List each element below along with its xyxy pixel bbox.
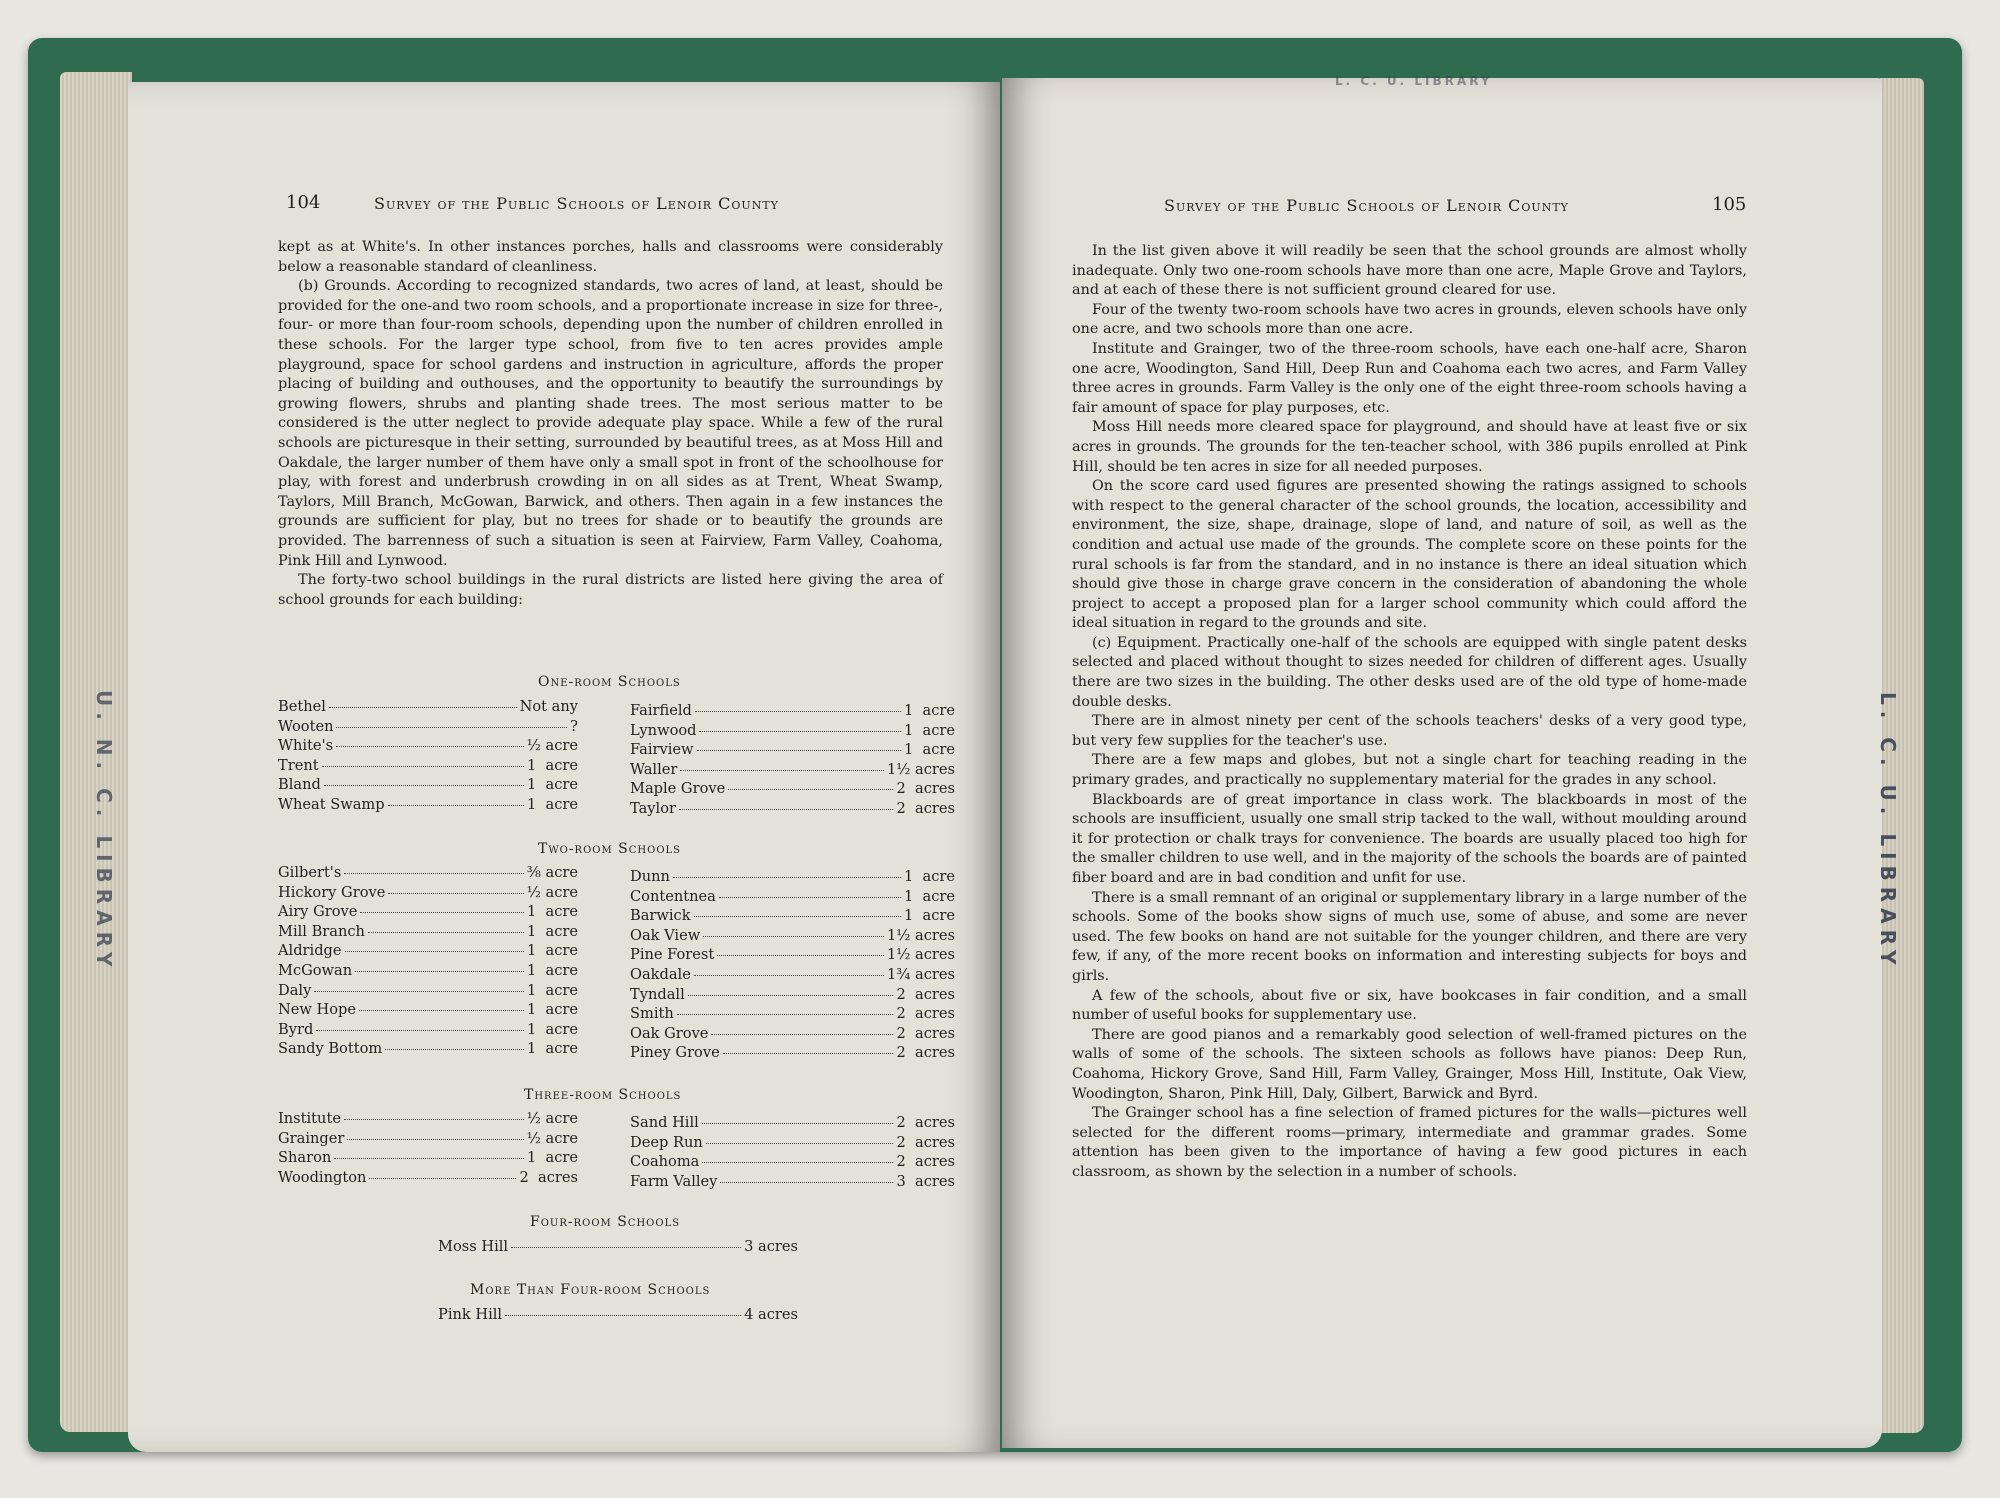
school-name: Sandy Bottom	[278, 1040, 383, 1058]
school-name: Dunn	[630, 868, 670, 885]
paragraph: Institute and Grainger, two of the three-room schools, have each one-half acre, Sharon one acre, Woodington, Sand Hill, Deep Run and Coahoma each two acres, and Farm Valley three acres in grounds. Farm Valley is the only one of the eight three-room schools having a fair amount of space for play purposes, etc.	[1072, 340, 1747, 416]
school-name: Byrd	[278, 1020, 314, 1038]
school-row	[630, 1114, 955, 1134]
leader-dots	[344, 873, 523, 874]
grounds-area: ?	[570, 717, 578, 735]
leader-dots	[703, 936, 884, 937]
library-stamp-top: L. C. U. LIBRARY	[1335, 74, 1493, 88]
school-name: Coahoma	[630, 1153, 700, 1171]
school-name: Fairfield	[630, 702, 692, 719]
school-name: Sharon	[278, 1149, 332, 1167]
school-name: Barwick	[630, 907, 691, 925]
school-row	[278, 718, 578, 738]
leader-dots	[680, 770, 884, 771]
leader-dots	[702, 1123, 894, 1124]
school-name: Pink Hill	[438, 1306, 503, 1323]
school-row	[278, 982, 578, 1002]
school-row	[278, 942, 578, 962]
school-row	[630, 722, 955, 742]
grounds-area: 2 acres	[896, 1114, 955, 1131]
grounds-area: 2 acres	[896, 799, 955, 817]
school-row	[630, 888, 955, 908]
school-row	[278, 737, 578, 757]
school-name: Wheat Swamp	[278, 795, 385, 813]
school-row	[278, 864, 578, 884]
school-name: Tyndall	[630, 985, 685, 1003]
leader-dots	[694, 975, 884, 976]
leader-dots	[329, 707, 517, 708]
school-name: Hickory Grove	[278, 883, 386, 901]
paragraph: Moss Hill needs more cleared space for playground, and should have at least five or six acres in grounds. The grounds for the ten-teacher school, with 386 pupils enrolled at Pink Hill, should be ten acres in size for all needed purposes.	[1072, 419, 1747, 475]
school-name: Aldridge	[278, 942, 342, 960]
grounds-area: 1 acre	[903, 702, 955, 719]
leader-dots	[717, 955, 884, 956]
leader-dots	[369, 1178, 516, 1179]
four-room-list	[438, 1238, 798, 1258]
leader-dots	[316, 1030, 524, 1031]
school-name: Contentnea	[630, 887, 716, 905]
school-name: Taylor	[630, 799, 676, 817]
school-row	[278, 1001, 578, 1021]
grounds-area: 1 acre	[526, 981, 578, 999]
grounds-area: ½ acre	[526, 883, 578, 901]
school-name: Farm Valley	[630, 1172, 718, 1190]
leader-dots	[334, 1158, 524, 1159]
school-name: Mill Branch	[278, 922, 365, 940]
grounds-area: ½ acre	[526, 1110, 578, 1127]
school-name: Sand Hill	[630, 1114, 699, 1131]
school-row	[630, 946, 955, 966]
three-room-col2	[630, 1114, 955, 1192]
leader-dots	[388, 893, 523, 894]
school-row	[630, 800, 955, 820]
leader-dots	[679, 809, 893, 810]
grounds-area: 2 acres	[519, 1168, 578, 1186]
leader-dots	[695, 711, 901, 712]
grounds-area: 2 acres	[896, 985, 955, 1003]
grounds-area: 1 acre	[526, 776, 578, 794]
paragraph: There are a few maps and globes, but not a single chart for teaching reading in the primary grades, and practically no supplementary material for the grades in any school.	[1072, 752, 1747, 789]
leader-dots	[359, 1010, 524, 1011]
grounds-area: 1 acre	[526, 961, 578, 979]
school-row	[630, 1134, 955, 1154]
paragraph: A few of the schools, about five or six, have bookcases in fair condition, and a small number of useful books for supplementary use.	[1072, 987, 1747, 1024]
heading-more-than-four: More Than Four-room Schools	[470, 1282, 711, 1298]
leader-dots	[344, 1119, 524, 1120]
leader-dots	[360, 912, 524, 913]
grounds-area: 1 acre	[526, 942, 578, 960]
leader-dots	[728, 789, 893, 790]
grounds-area: 1½ acres	[886, 946, 955, 964]
school-row	[630, 927, 955, 947]
leader-dots	[694, 916, 901, 917]
leader-dots	[505, 1315, 741, 1316]
leader-dots	[688, 995, 894, 996]
school-row	[630, 966, 955, 986]
school-name: Institute	[278, 1110, 341, 1127]
running-head-left: Survey of the Public Schools of Lenoir County	[374, 194, 779, 213]
leader-dots	[345, 951, 524, 952]
grounds-area: ⅜ acre	[526, 864, 578, 881]
grounds-area: 1 acre	[526, 903, 578, 921]
school-row	[438, 1238, 798, 1258]
school-name: Bland	[278, 776, 321, 794]
leader-dots	[385, 1049, 524, 1050]
grounds-area: 4 acres	[744, 1306, 798, 1323]
school-name: Grainger	[278, 1129, 345, 1147]
grounds-area: 1 acre	[903, 721, 955, 739]
grounds-area: 1 acre	[526, 922, 578, 940]
heading-three-room: Three-room Schools	[524, 1087, 682, 1103]
school-name: Oak Grove	[630, 1024, 709, 1042]
school-name: Lynwood	[630, 721, 697, 739]
school-row	[630, 1173, 955, 1193]
library-stamp-edge: L. C. U. LIBRARY	[1876, 692, 1900, 971]
leader-dots	[314, 991, 524, 992]
school-name: White's	[278, 737, 334, 755]
school-name: Waller	[630, 760, 678, 778]
school-row	[278, 1021, 578, 1041]
leader-dots	[336, 727, 567, 728]
leader-dots	[706, 1143, 894, 1144]
school-row	[278, 923, 578, 943]
school-row	[278, 1130, 578, 1150]
leader-dots	[697, 750, 901, 751]
school-name: Gilbert's	[278, 864, 342, 881]
school-name: Woodington	[278, 1168, 367, 1186]
grounds-area: 1 acre	[526, 1001, 578, 1019]
paragraph-grounds: (b) Grounds. According to recognized standards, two acres of land, at least, should be provided for the one-and two room schools, and a proportionate increase in size for three-, four- or more than four-room schools, depending upon the number of children enrolled in these schools. For the larger type school, from five to ten acres provides ample playground, space for school gardens and instruction in agriculture, affords the proper placing of building and outhouses, and the opportunity to beautify the surroundings by growing flowers, shrubs and planting shade trees. The most serious matter to be considered is the utter neglect to provide adequate play space. While a few of the rural schools are picturesque in their setting, surrounded by beautiful trees, as at Moss Hill and Oakdale, the larger number of them have only a small spot in front of the schoolhouse for play, with forest and underbrush crowding in on all sides as at Trent, Wheat Swamp, Taylors, Mill Branch, McGowan, Barwick, and others. Then again in a few instances the grounds are sufficient for play, but no trees for shade or to beautify the grounds are provided. The barrenness of such a situation is seen at Fairview, Farm Valley, Coahoma, Pink Hill and Lynwood.	[278, 278, 943, 569]
paragraph: The forty-two school buildings in the rural districts are listed here giving the area of school grounds for each building:	[278, 572, 943, 608]
right-body-text	[1072, 242, 1747, 1183]
grounds-area: 1 acre	[526, 756, 578, 774]
leader-dots	[720, 1182, 893, 1183]
grounds-area: 2 acres	[896, 780, 955, 798]
grounds-area: 1 acre	[903, 887, 955, 905]
grounds-area: 1 acre	[526, 1020, 578, 1038]
leader-dots	[324, 785, 524, 786]
one-room-col1	[278, 698, 578, 816]
paragraph: Blackboards are of great importance in class work. The blackboards in most of the schools are insufficient, usually one small strip tacked to the wall, without moulding around it for protection or chalk trays for convenience. The boards are usually placed too high for the smaller children to use well, and in the majority of the schools the boards are of painted fiber board and are in bad condition and unfit for use.	[1072, 791, 1747, 886]
paragraph: There is a small remnant of an original or supplementary library in a large number of the schools. Some of the books show signs of much use, some of abuse, and some are never used. The few books on hand are not suitable for the younger children, and there are very few, if any, of the more recent books on information and interesting subjects for boys and girls.	[1072, 889, 1747, 984]
school-name: New Hope	[278, 1001, 357, 1019]
paragraph: Four of the twenty two-room schools have two acres in grounds, eleven schools have only one acre, and two schools more than one acre.	[1072, 301, 1747, 338]
page-number-right: 105	[1712, 194, 1747, 215]
running-head-right: Survey of the Public Schools of Lenoir County	[1164, 196, 1569, 215]
school-name: Piney Grove	[630, 1044, 720, 1062]
school-name: Pine Forest	[630, 946, 715, 964]
school-row	[630, 1153, 955, 1173]
school-name: Bethel	[278, 698, 326, 715]
grounds-area: 1 acre	[526, 795, 578, 813]
school-row	[278, 962, 578, 982]
grounds-area: 1¾ acres	[886, 965, 955, 983]
paragraph: On the score card used figures are presented showing the ratings assigned to schools with respect to the general character of the school grounds, the location, accessibility and environment, the size, shape, drainage, slope of land, and nature of soil, as well as the condition and actual use made of the grounds. The complete score on these points for the rural schools is far from the standard, and in no instance is there an ideal situation which should give those in charge grave concern in the consideration of abandoning the whole project to accept a proposed plan for a larger school community which could afford the ideal situation in regard to the grounds and site.	[1072, 478, 1747, 632]
grounds-area: 2 acres	[896, 1024, 955, 1042]
leader-dots	[388, 805, 524, 806]
leader-dots	[347, 1139, 523, 1140]
left-page	[128, 82, 1000, 1452]
grounds-area: 2 acres	[896, 1005, 955, 1023]
leader-dots	[677, 1014, 894, 1015]
school-row	[630, 868, 955, 888]
school-row	[278, 1040, 578, 1060]
school-row	[278, 698, 578, 718]
school-name: Fairview	[630, 741, 694, 759]
grounds-area: 1 acre	[903, 907, 955, 925]
grounds-area: 2 acres	[896, 1153, 955, 1171]
school-row	[278, 1169, 578, 1189]
school-name: Wooten	[278, 717, 334, 735]
school-name: Airy Grove	[278, 903, 358, 921]
leader-dots	[723, 1053, 894, 1054]
school-row	[630, 761, 955, 781]
grounds-area: 1 acre	[526, 1149, 578, 1167]
heading-two-room: Two-room Schools	[538, 841, 682, 857]
two-room-col1	[278, 864, 578, 1060]
school-name: McGowan	[278, 961, 353, 979]
grounds-area: 3 acres	[744, 1238, 798, 1255]
school-name: Deep Run	[630, 1133, 703, 1151]
school-row	[630, 702, 955, 722]
grounds-area: 1½ acres	[886, 926, 955, 944]
grounds-area: ½ acre	[526, 737, 578, 755]
school-name: Moss Hill	[438, 1238, 509, 1255]
more-than-four-list	[438, 1306, 798, 1326]
leader-dots	[711, 1034, 893, 1035]
school-row	[630, 780, 955, 800]
three-room-col1	[278, 1110, 578, 1188]
school-row	[630, 1025, 955, 1045]
grounds-area: 1 acre	[903, 741, 955, 759]
school-row	[278, 903, 578, 923]
school-row	[278, 776, 578, 796]
grounds-area: 2 acres	[896, 1133, 955, 1151]
heading-four-room: Four-room Schools	[530, 1214, 681, 1230]
paragraph: kept as at White's. In other instances porches, halls and classrooms were considerably below a reasonable standard of cleanliness.	[278, 239, 943, 275]
school-name: Oak View	[630, 926, 701, 944]
paragraph: In the list given above it will readily be seen that the school grounds are almost wholly inadequate. Only two one-room schools have more than one acre, Maple Grove and Taylors, and at each of these there is not sufficient ground cleared for use.	[1072, 243, 1747, 299]
page-number-left: 104	[286, 192, 321, 213]
grounds-area: 1 acre	[903, 868, 955, 885]
school-name: Oakdale	[630, 965, 691, 983]
school-row	[630, 1044, 955, 1064]
school-name: Maple Grove	[630, 780, 726, 798]
leader-dots	[336, 746, 524, 747]
school-row	[278, 757, 578, 777]
leader-dots	[322, 766, 524, 767]
school-row	[278, 1149, 578, 1169]
two-room-col2	[630, 868, 955, 1064]
leader-dots	[719, 897, 901, 898]
right-page	[1002, 78, 1882, 1448]
grounds-area: 3 acres	[896, 1172, 955, 1190]
school-row	[630, 907, 955, 927]
leader-dots	[702, 1162, 893, 1163]
leader-dots	[355, 971, 524, 972]
school-row	[278, 1110, 578, 1130]
school-row	[630, 986, 955, 1006]
school-name: Daly	[278, 981, 312, 999]
paragraph: There are in almost ninety per cent of the schools teachers' desks of a very good type, but very few supplies for the teacher's use.	[1072, 713, 1747, 749]
paragraph: The Grainger school has a fine selection of framed pictures for the walls—pictures well selected for the different rooms—primary, intermediate and grammar grades. Some attention has been given to the importance of having a few good pictures in each classroom, as shown by the selection in a number of schools.	[1072, 1105, 1747, 1180]
paragraph: (c) Equipment. Practically one-half of the schools are equipped with single patent desks selected and placed without thought to sizes needed for children of different ages. Usually there are two sizes in the building. The other desks used are of the old type of home-made double desks.	[1072, 634, 1747, 710]
school-name: Smith	[630, 1005, 674, 1023]
leader-dots	[673, 877, 901, 878]
grounds-area: ½ acre	[526, 1129, 578, 1147]
grounds-area: 1½ acres	[886, 760, 955, 778]
grounds-area: 1 acre	[526, 1040, 578, 1058]
school-row	[630, 741, 955, 761]
library-stamp-spine: U. N. C. LIBRARY	[92, 690, 116, 973]
heading-one-room: One-room Schools	[538, 674, 681, 690]
leader-dots	[511, 1247, 741, 1248]
school-row	[278, 884, 578, 904]
leader-dots	[699, 731, 900, 732]
school-row	[438, 1306, 798, 1326]
grounds-area: Not any	[519, 698, 578, 715]
left-body-text	[278, 238, 943, 610]
school-row	[278, 796, 578, 816]
school-name: Trent	[278, 756, 319, 774]
paragraph: There are good pianos and a remarkably good selection of well-framed pictures on the walls of some of the schools. The sixteen schools as follows have pianos: Deep Run, Coahoma, Hickory Grove, Sand Hill, Farm Valley, Grainger, Moss Hill, Institute, Oak View, Woodington, Sharon, Pink Hill, Daly, Gilbert, Barwick and Byrd.	[1072, 1026, 1747, 1102]
school-row	[630, 1005, 955, 1025]
leader-dots	[368, 932, 524, 933]
one-room-col2	[630, 702, 955, 820]
grounds-area: 2 acres	[896, 1044, 955, 1062]
